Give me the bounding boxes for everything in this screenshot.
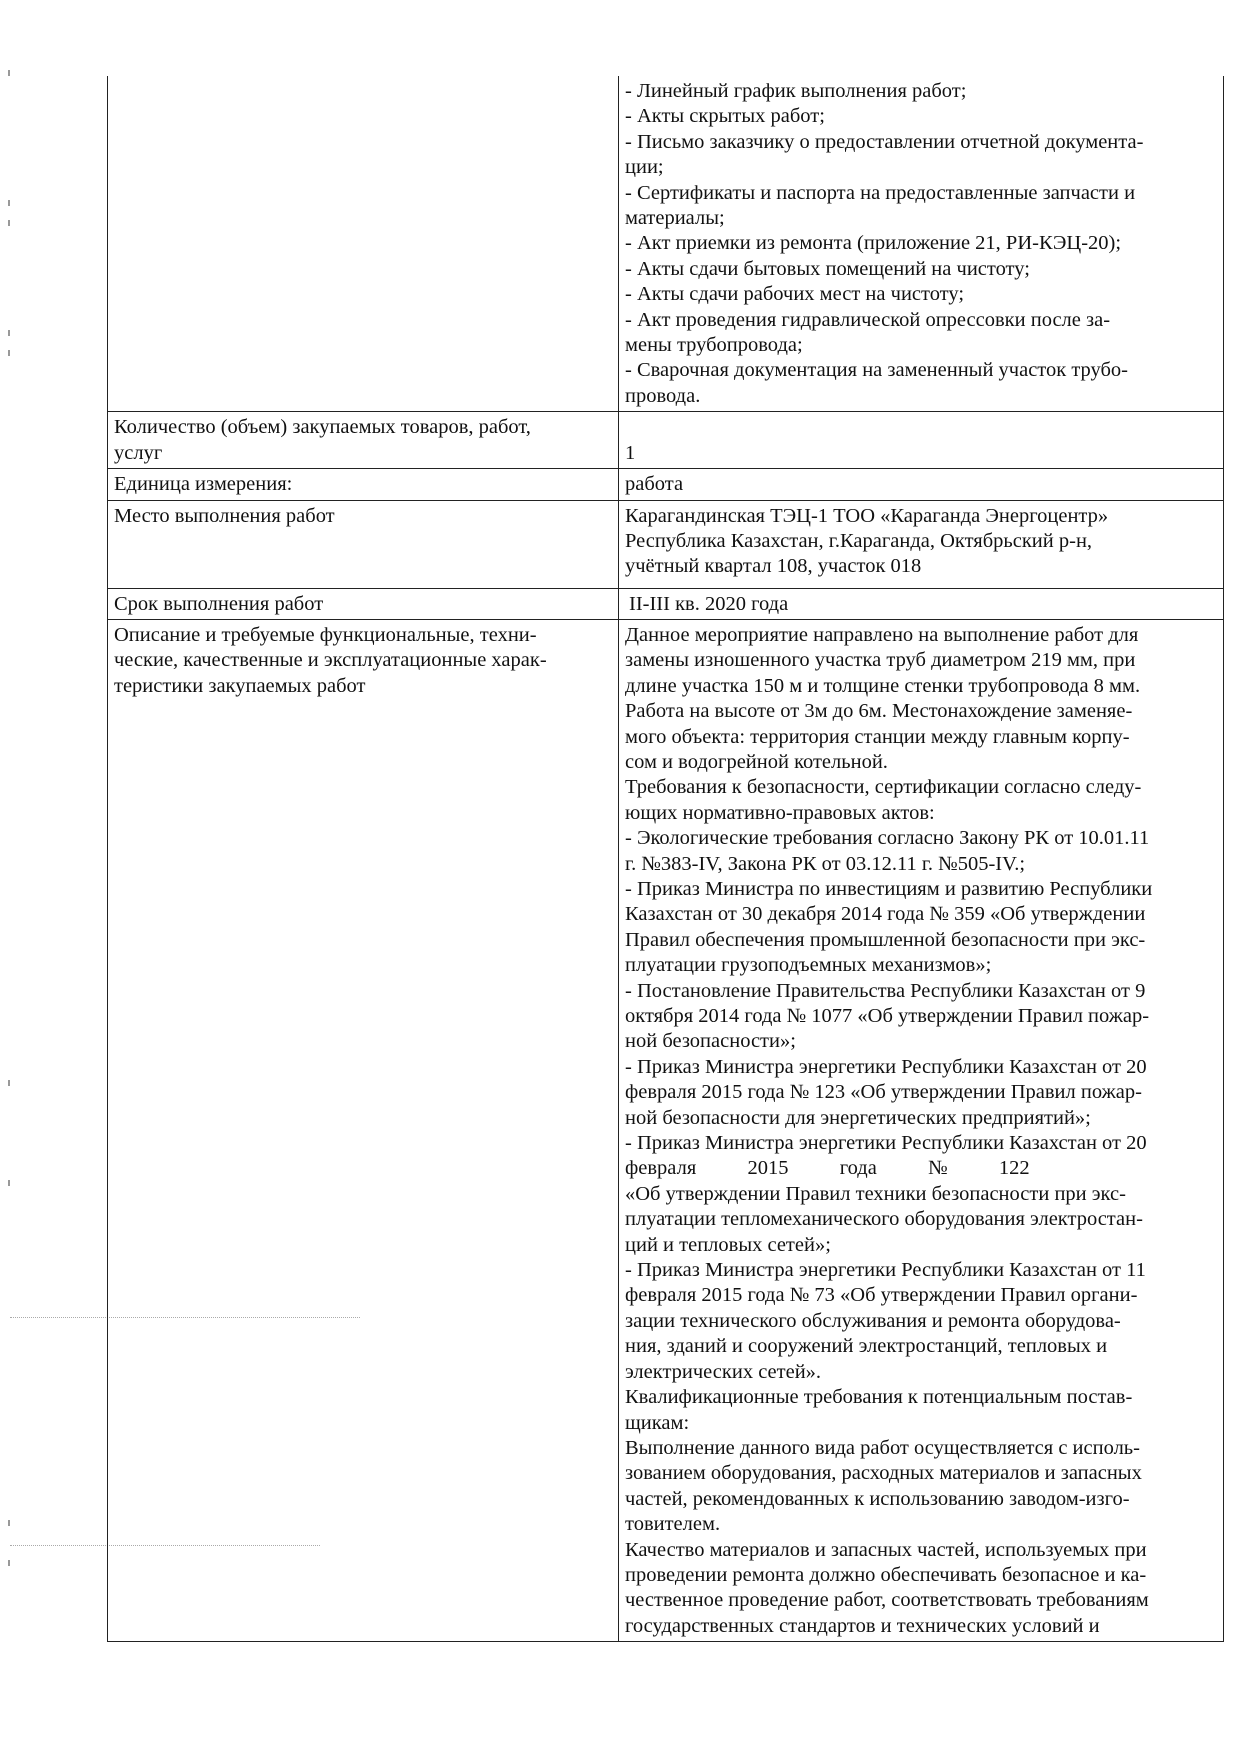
field-value-text: работа	[625, 473, 684, 496]
field-label-cell	[108, 619, 619, 1641]
field-value-cell	[619, 588, 1224, 619]
field-value-line: мого объекта: территория станции между главным корпу-	[625, 725, 1130, 748]
field-value-line: «Об утверждении Правил техники безопасности при экс-	[625, 1182, 1126, 1205]
field-value-line: февраля 2015 года № 122	[625, 1157, 1030, 1180]
field-value-line: мены трубопровода;	[625, 334, 803, 357]
field-label-line: услуг	[114, 441, 163, 464]
field-value-line: зованием оборудования, расходных материалов и запасных	[625, 1462, 1142, 1485]
field-value-cell	[619, 619, 1224, 1641]
field-value-line: Правил обеспечения промышленной безопасности при экс-	[625, 928, 1146, 951]
field-value-line: сом и водогрейной котельной.	[625, 750, 888, 773]
field-value-line: - Линейный график выполнения работ;	[625, 80, 967, 102]
field-value-line: - Приказ Министра энергетики Республики Казахстан от 20	[625, 1055, 1147, 1078]
field-value-line: - Приказ Министра энергетики Республики Казахстан от 20	[625, 1132, 1147, 1155]
field-value-line: октября 2014 года № 1077 «Об утверждении Правил пожар-	[625, 1005, 1150, 1027]
field-value-line: - Акт проведения гидравлической опрессовки после за-	[625, 308, 1111, 331]
field-value-cell	[619, 76, 1224, 412]
field-value-line: Качество материалов и запасных частей, используемых при	[625, 1538, 1147, 1561]
document-page	[107, 76, 1215, 1642]
field-value-line: - Письмо заказчику о предоставлении отчетной документа-	[625, 130, 1144, 153]
field-value-line: - Акты сдачи рабочих мест на чистоту;	[625, 283, 965, 306]
field-value-line: - Акты сдачи бытовых помещений на чистоту;	[625, 257, 1030, 280]
field-value-line: - Постановление Правительства Республики Казахстан от 9	[625, 979, 1146, 1002]
table-row	[108, 588, 1224, 619]
table-row	[108, 412, 1224, 469]
field-value-line: учётный квартал 108, участок 018	[625, 555, 922, 578]
field-value-cell	[619, 412, 1224, 469]
field-value-line: - Приказ Министра энергетики Республики Казахстан от 11	[625, 1259, 1146, 1282]
field-value-line: - Сварочная документация на замененный участок трубо-	[625, 359, 1129, 382]
field-value-cell	[619, 469, 1224, 500]
field-value-line: Данное мероприятие направлено на выполнение работ для	[625, 623, 1139, 646]
field-value-line: частей, рекомендованных к использованию заводом-изго-	[625, 1487, 1130, 1510]
field-label-text: Срок выполнения работ	[114, 592, 324, 615]
field-value-line: - Акты скрытых работ;	[625, 105, 825, 128]
field-value-line: проведении ремонта должно обеспечивать безопасное и ка-	[625, 1563, 1147, 1586]
field-value-line: щикам:	[625, 1411, 690, 1434]
field-label-cell	[108, 469, 619, 500]
field-value-line: - Сертификаты и паспорта на предоставленные запчасти и	[625, 181, 1136, 204]
field-value-line: Карагандинская ТЭЦ-1 ТОО «Караганда Энергоцентр»	[625, 504, 1109, 527]
field-value-line: - Акт приемки из ремонта (приложение 21, РИ-КЭЦ-20);	[625, 232, 1122, 255]
table-row	[108, 500, 1224, 588]
field-value-line: Работа на высоте от 3м до 6м. Местонахождение заменяе-	[625, 700, 1133, 723]
field-label-cell	[108, 500, 619, 588]
field-value-line: чественное проведение работ, соответствовать требованиям	[625, 1589, 1149, 1612]
field-value-line: февраля 2015 года № 123 «Об утверждении Правил пожар-	[625, 1081, 1142, 1104]
field-value-line: ющих нормативно-правовых актов:	[625, 801, 935, 824]
field-value-line: Выполнение данного вида работ осуществляется с исполь-	[625, 1436, 1140, 1459]
table-row	[108, 469, 1224, 500]
field-value-line: государственных стандартов и технических условий и	[625, 1614, 1100, 1637]
field-value-line: г. №383-IV, Закона РК от 03.12.11 г. №505-IV.;	[625, 852, 1026, 875]
field-label-cell	[108, 76, 619, 412]
field-label-line: Количество (объем) закупаемых товаров, работ,	[114, 416, 531, 439]
field-value-line: ной безопасности для энергетических предприятий»;	[625, 1106, 1091, 1129]
field-value-line: - Экологические требования согласно Закону РК от 10.01.11	[625, 827, 1150, 850]
field-value-line: Требования к безопасности, сертификации согласно следу-	[625, 776, 1142, 799]
field-value-cell	[619, 500, 1224, 588]
field-label-line: Описание и требуемые функциональные, техни-	[114, 623, 537, 646]
field-value-line: Квалификационные требования к потенциальным постав-	[625, 1386, 1133, 1409]
field-value-line: зации технического обслуживания и ремонта оборудова-	[625, 1309, 1121, 1332]
scan-artifact-dots	[8, 60, 14, 1660]
field-value-text: 1	[625, 441, 636, 464]
field-value-line: материалы;	[625, 207, 725, 230]
table-row	[108, 76, 1224, 412]
specification-table	[107, 76, 1224, 1642]
field-label-line: теристики закупаемых работ	[114, 674, 366, 697]
field-value-line: ния, зданий и сооружений электростанций, тепловых и	[625, 1335, 1108, 1358]
field-value-line: плуатации тепломеханического оборудования электростан-	[625, 1208, 1143, 1231]
field-value-line: ции;	[625, 156, 664, 179]
field-label-text: Единица измерения:	[114, 473, 293, 496]
field-value-line: ной безопасности»;	[625, 1030, 796, 1053]
field-value-line: февраля 2015 года № 73 «Об утверждении Правил органи-	[625, 1284, 1138, 1307]
field-value-line: плуатации грузоподъемных механизмов»;	[625, 954, 992, 977]
field-label-line: ческие, качественные и эксплуатационные харак-	[114, 649, 547, 672]
field-value-line: длине участка 150 м и толщине стенки трубопровода 8 мм.	[625, 674, 1141, 697]
table-row	[108, 619, 1224, 1641]
field-value-text: II-III кв. 2020 года	[629, 592, 789, 615]
field-label-cell	[108, 412, 619, 469]
field-value-line: провода.	[625, 384, 701, 407]
field-value-line: замены изношенного участка труб диаметром 219 мм, при	[625, 649, 1136, 672]
field-value-line: - Приказ Министра по инвестициям и развитию Республики	[625, 877, 1153, 900]
field-value-line: Республика Казахстан, г.Караганда, Октябрьский р-н,	[625, 529, 1093, 552]
field-label-text: Место выполнения работ	[114, 504, 335, 527]
field-value-line: Казахстан от 30 декабря 2014 года № 359 «Об утверждении	[625, 903, 1146, 926]
field-value-line: товителем.	[625, 1513, 721, 1536]
field-value-line: электрических сетей».	[625, 1360, 822, 1383]
field-value-line: ций и тепловых сетей»;	[625, 1233, 831, 1256]
field-label-cell	[108, 588, 619, 619]
